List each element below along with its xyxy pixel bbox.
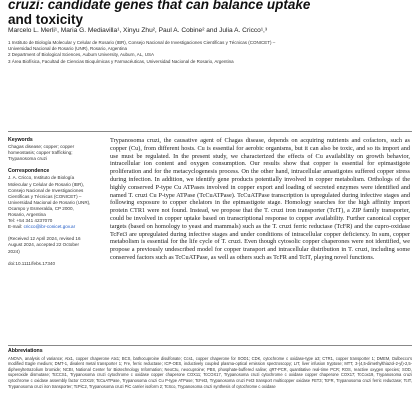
- email-label: E-mail:: [8, 224, 23, 230]
- author-list: Marcelo L. Merli¹, Maria G. Mediavilla¹, Xinyu Zhu², Paul A. Cobine² and Julia A. Cricco¹,³: [8, 27, 268, 34]
- abstract-text: Trypanosoma cruzi, the causative agent of Chagas disease, depends on acquiring nutrients and cofactors, such as copper (Cu), from different hosts. Cu is essential for aerobic organisms, but it can also be toxic, and so its import and use must be regulated. In the present study, we characterized the effects of Cu availability on growth behavior, intracellular ion content and oxygen consumption. Our results show that copper is essential for epimastigote proliferation and for the metacyclogenesis process. On the other hand, intracellular amastigotes suffered copper stress during infection. In addition, we identify gene products potentially involved in copper metabolism. Orthologs of the highly conserved P-type Cu ATPases involved in copper export and loading of secreted enzymes were identified and named T. cruzi Cu P-type ATPase (TcCuATPase). TcCuATPase transcription is upregulated during infective stages and following exposure to copper chelators in the epimastigote stage. Homology searches for the high affinity import protein CTR1 were not found. Instead, we propose that the T. cruzi iron transporter (TcIT), a ZIP family transporter, could be involved in copper uptake based on transcriptional response to copper availability. Further canonical copper targets (based on homology to yeast and mammals) such as the T. cruzi ferric reductase (TcFR) and the cupro-oxidase TcFet3 are upregulated during infective stages and under conditions of intracellular copper deficiency. In sum, copper metabolism is essential for the life cycle of T. cruzi. Even though cytosolic copper chaperones were not identified, we propose a previously undescribed model for copper transport and intracellular distribution in T. cruzi, including some conserved factors such as TcCuATPase, as well as others such as TcFR and TcIT, playing novel functions.: [110, 137, 410, 261]
- keywords-heading: Keywords: [8, 137, 33, 143]
- divider: [8, 345, 412, 346]
- abbreviations-text: ANOVA, analysis of variance; Atx1, copper chaperone Atx1; BCS, bathocuproine disulfonate; Ccs1, copper chaperone for SOD1; CDK, cytochrome c oxidase-type a3; CTR1, copper transporter 1; DMEM, Dulbecco's modified Eagle medium; DMT-1, divalent metal transporter 1; Fre, ferric reductase; ICP-OES, inductively coupled plasma-optical emission spectroscopy; LIT, liver infusion tryptose; MTT, 3-(4,5-dimethylthiazol-2-yl)-2,5-diphenyltetrazolium bromide; NCBI, National Center for Biotechnology Information; NeoCtu, neocuproine; PBS, phosphate-buffered saline; qRT-PCR, quantitative real-time PCR; ROS, reactive oxygen species; SOD, superoxide dismutase; TcCCS1, Trypanosoma cruzi cytochrome c oxidase copper chaperone COX11; TcCOX17, Trypanosoma cruzi cytochrome c oxidase copper chaperone COX17; TcCox19, Trypanosoma cruzi cytochrome c oxidase assembly factor COX19; TcCuATPase, Trypanosoma cruzi Cu P-type ATPase; TcFet3, Trypanosoma cruzi Fet3 transport multicopper oxidase FET3; TcFR, Trypanosoma cruzi ferric reductase; TcIT, Trypanosoma cruzi iron transporter; TcPiC2, Trypanosoma cruzi PiC carrier isoform 2; TcSco, Trypanosoma cruzi synthesis of cytochrome c oxidase: [8, 355, 412, 389]
- email-link[interactable]: cricco@ibr-conicet.gov.ar: [23, 224, 76, 230]
- affiliations: [8, 40, 412, 65]
- keywords-text: Chagas disease; copper; copper homeostasis; copper trafficking; Trypanosoma cruzi: [8, 144, 75, 162]
- affiliation-line: 2 Department of Biological Sciences, Auburn University, Auburn, AL, USA: [8, 52, 154, 58]
- doi-link[interactable]: doi:10.1111/febs.17340: [8, 260, 55, 266]
- title-line-1: cruzi: candidate genes that can balance uptake: [8, 0, 311, 12]
- affiliation-line: 1 Instituto de Biología Molecular y Celular de Rosario (IBR), Consejo Nacional de Investigaciones Científicas y Técnicas (CONICET) –: [8, 40, 276, 45]
- abbreviations-section: [8, 349, 412, 389]
- abbreviations-heading: Abbreviations: [8, 348, 43, 354]
- received-block: [8, 236, 92, 254]
- correspondence-heading: Correspondence: [8, 168, 50, 175]
- received-dates: (Received 12 April 2024, revised 16 August 2024, accepted 22 October 2024): [8, 236, 81, 254]
- correspondence-email: [8, 224, 92, 230]
- title-line-2: and toxicity: [8, 12, 84, 27]
- doi-block: [8, 261, 92, 267]
- affiliation-line: Universidad Nacional de Rosario (UNR), Rosario, Argentina: [8, 46, 128, 52]
- divider: [8, 131, 412, 132]
- article-sidebar: [8, 137, 92, 273]
- affiliation-line: 3 Área Biofísica, Facultad de Ciencias Bioquímicas y Farmacéuticas, Universidad Nacional de Rosario, Argentina: [8, 58, 234, 64]
- keywords-block: [8, 137, 92, 162]
- correspondence-tel: Tel: +54 341 4237070: [8, 218, 53, 224]
- article-title: [8, 0, 408, 27]
- correspondence-address: J. A. Cricco, Instituto de Biología Molecular y Celular de Rosario (IBR), Consejo Nacional de Investigaciones Científicas y Técnicas (CONICET) – Universidad Nacional de Rosario (UNR), Ocampo y Esmeralda, CP 2000, Rosario, Argentina: [8, 175, 91, 218]
- correspondence-block: [8, 168, 92, 230]
